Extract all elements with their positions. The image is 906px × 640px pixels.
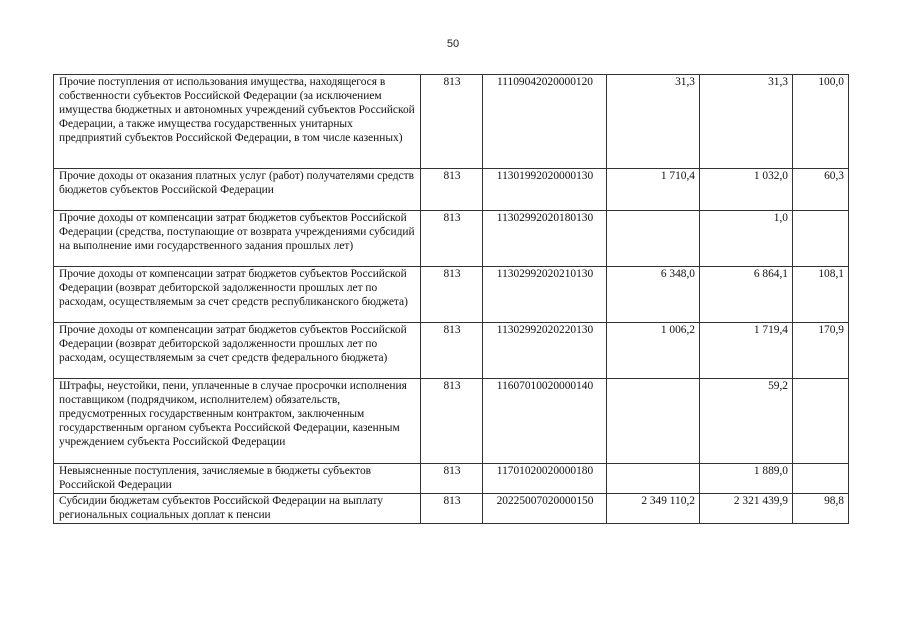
table-row [54,323,849,379]
row-name-cell: Прочие доходы от оказания платных услуг (работ) получателями средств бюджетов субъектов Российской Федерации [54,169,421,211]
row-percent-cell: 108,1 [793,267,849,323]
row-budget-code-cell: 20225007020000150 [483,493,607,523]
budget-revenue-table [53,74,849,524]
table-row [54,267,849,323]
row-fact-cell: 1 889,0 [700,464,793,494]
row-name-cell: Прочие поступления от использования имущества, находящегося в собственности субъектов Российской Федерации (за исключением имущества бюджетных и автономных учреждений субъектов Российской Федерации, а также имущества государственных унитарных предприятий субъектов Российской Федерации, в том числе казенных) [54,75,421,169]
row-admin-code-cell: 813 [421,169,483,211]
row-plan-cell: 2 349 110,2 [607,493,700,523]
table-row [54,211,849,267]
row-plan-cell [607,211,700,267]
row-budget-code-cell: 11301992020000130 [483,169,607,211]
row-admin-code-cell: 813 [421,464,483,494]
row-percent-cell [793,211,849,267]
row-fact-cell: 1,0 [700,211,793,267]
row-fact-cell: 31,3 [700,75,793,169]
row-plan-cell: 1 006,2 [607,323,700,379]
row-plan-cell: 6 348,0 [607,267,700,323]
row-admin-code-cell: 813 [421,323,483,379]
table-row [54,169,849,211]
table-row [54,493,849,523]
row-budget-code-cell: 11302992020180130 [483,211,607,267]
row-plan-cell [607,464,700,494]
row-name-cell: Невыясненные поступления, зачисляемые в бюджеты субъектов Российской Федерации [54,464,421,494]
row-percent-cell: 170,9 [793,323,849,379]
table-row [54,75,849,169]
table-row [54,464,849,494]
page-number: 50 [446,38,460,50]
row-plan-cell: 31,3 [607,75,700,169]
row-fact-cell: 1 032,0 [700,169,793,211]
table-body [54,75,849,524]
row-percent-cell: 60,3 [793,169,849,211]
row-percent-cell [793,464,849,494]
row-budget-code-cell: 11302992020220130 [483,323,607,379]
row-name-cell: Прочие доходы от компенсации затрат бюджетов субъектов Российской Федерации (возврат дебиторской задолженности прошлых лет по расходам, осуществляемым за счет средств республиканского бюджета) [54,267,421,323]
row-fact-cell: 59,2 [700,379,793,464]
row-plan-cell [607,379,700,464]
row-fact-cell: 6 864,1 [700,267,793,323]
row-percent-cell: 100,0 [793,75,849,169]
row-budget-code-cell: 11109042020000120 [483,75,607,169]
row-admin-code-cell: 813 [421,267,483,323]
row-admin-code-cell: 813 [421,379,483,464]
row-name-cell: Прочие доходы от компенсации затрат бюджетов субъектов Российской Федерации (возврат дебиторской задолженности прошлых лет по расходам, осуществляемым за счет средств федерального бюджета) [54,323,421,379]
row-name-cell: Штрафы, неустойки, пени, уплаченные в случае просрочки исполнения поставщиком (подрядчиком, исполнителем) обязательств, предусмотренных государственным контрактом, заключенным государственным органом субъекта Российской Федерации, казенным учреждением субъекта Российской Федерации [54,379,421,464]
row-fact-cell: 2 321 439,9 [700,493,793,523]
row-percent-cell: 98,8 [793,493,849,523]
row-budget-code-cell: 11607010020000140 [483,379,607,464]
row-admin-code-cell: 813 [421,75,483,169]
row-admin-code-cell: 813 [421,493,483,523]
row-fact-cell: 1 719,4 [700,323,793,379]
row-admin-code-cell: 813 [421,211,483,267]
row-name-cell: Прочие доходы от компенсации затрат бюджетов субъектов Российской Федерации (средства, поступающие от возврата учреждениями субсидий на выполнение ими государственного задания прошлых лет) [54,211,421,267]
row-plan-cell: 1 710,4 [607,169,700,211]
row-budget-code-cell: 11701020020000180 [483,464,607,494]
table-row [54,379,849,464]
row-percent-cell [793,379,849,464]
row-budget-code-cell: 11302992020210130 [483,267,607,323]
row-name-cell: Субсидии бюджетам субъектов Российской Федерации на выплату региональных социальных доплат к пенсии [54,493,421,523]
